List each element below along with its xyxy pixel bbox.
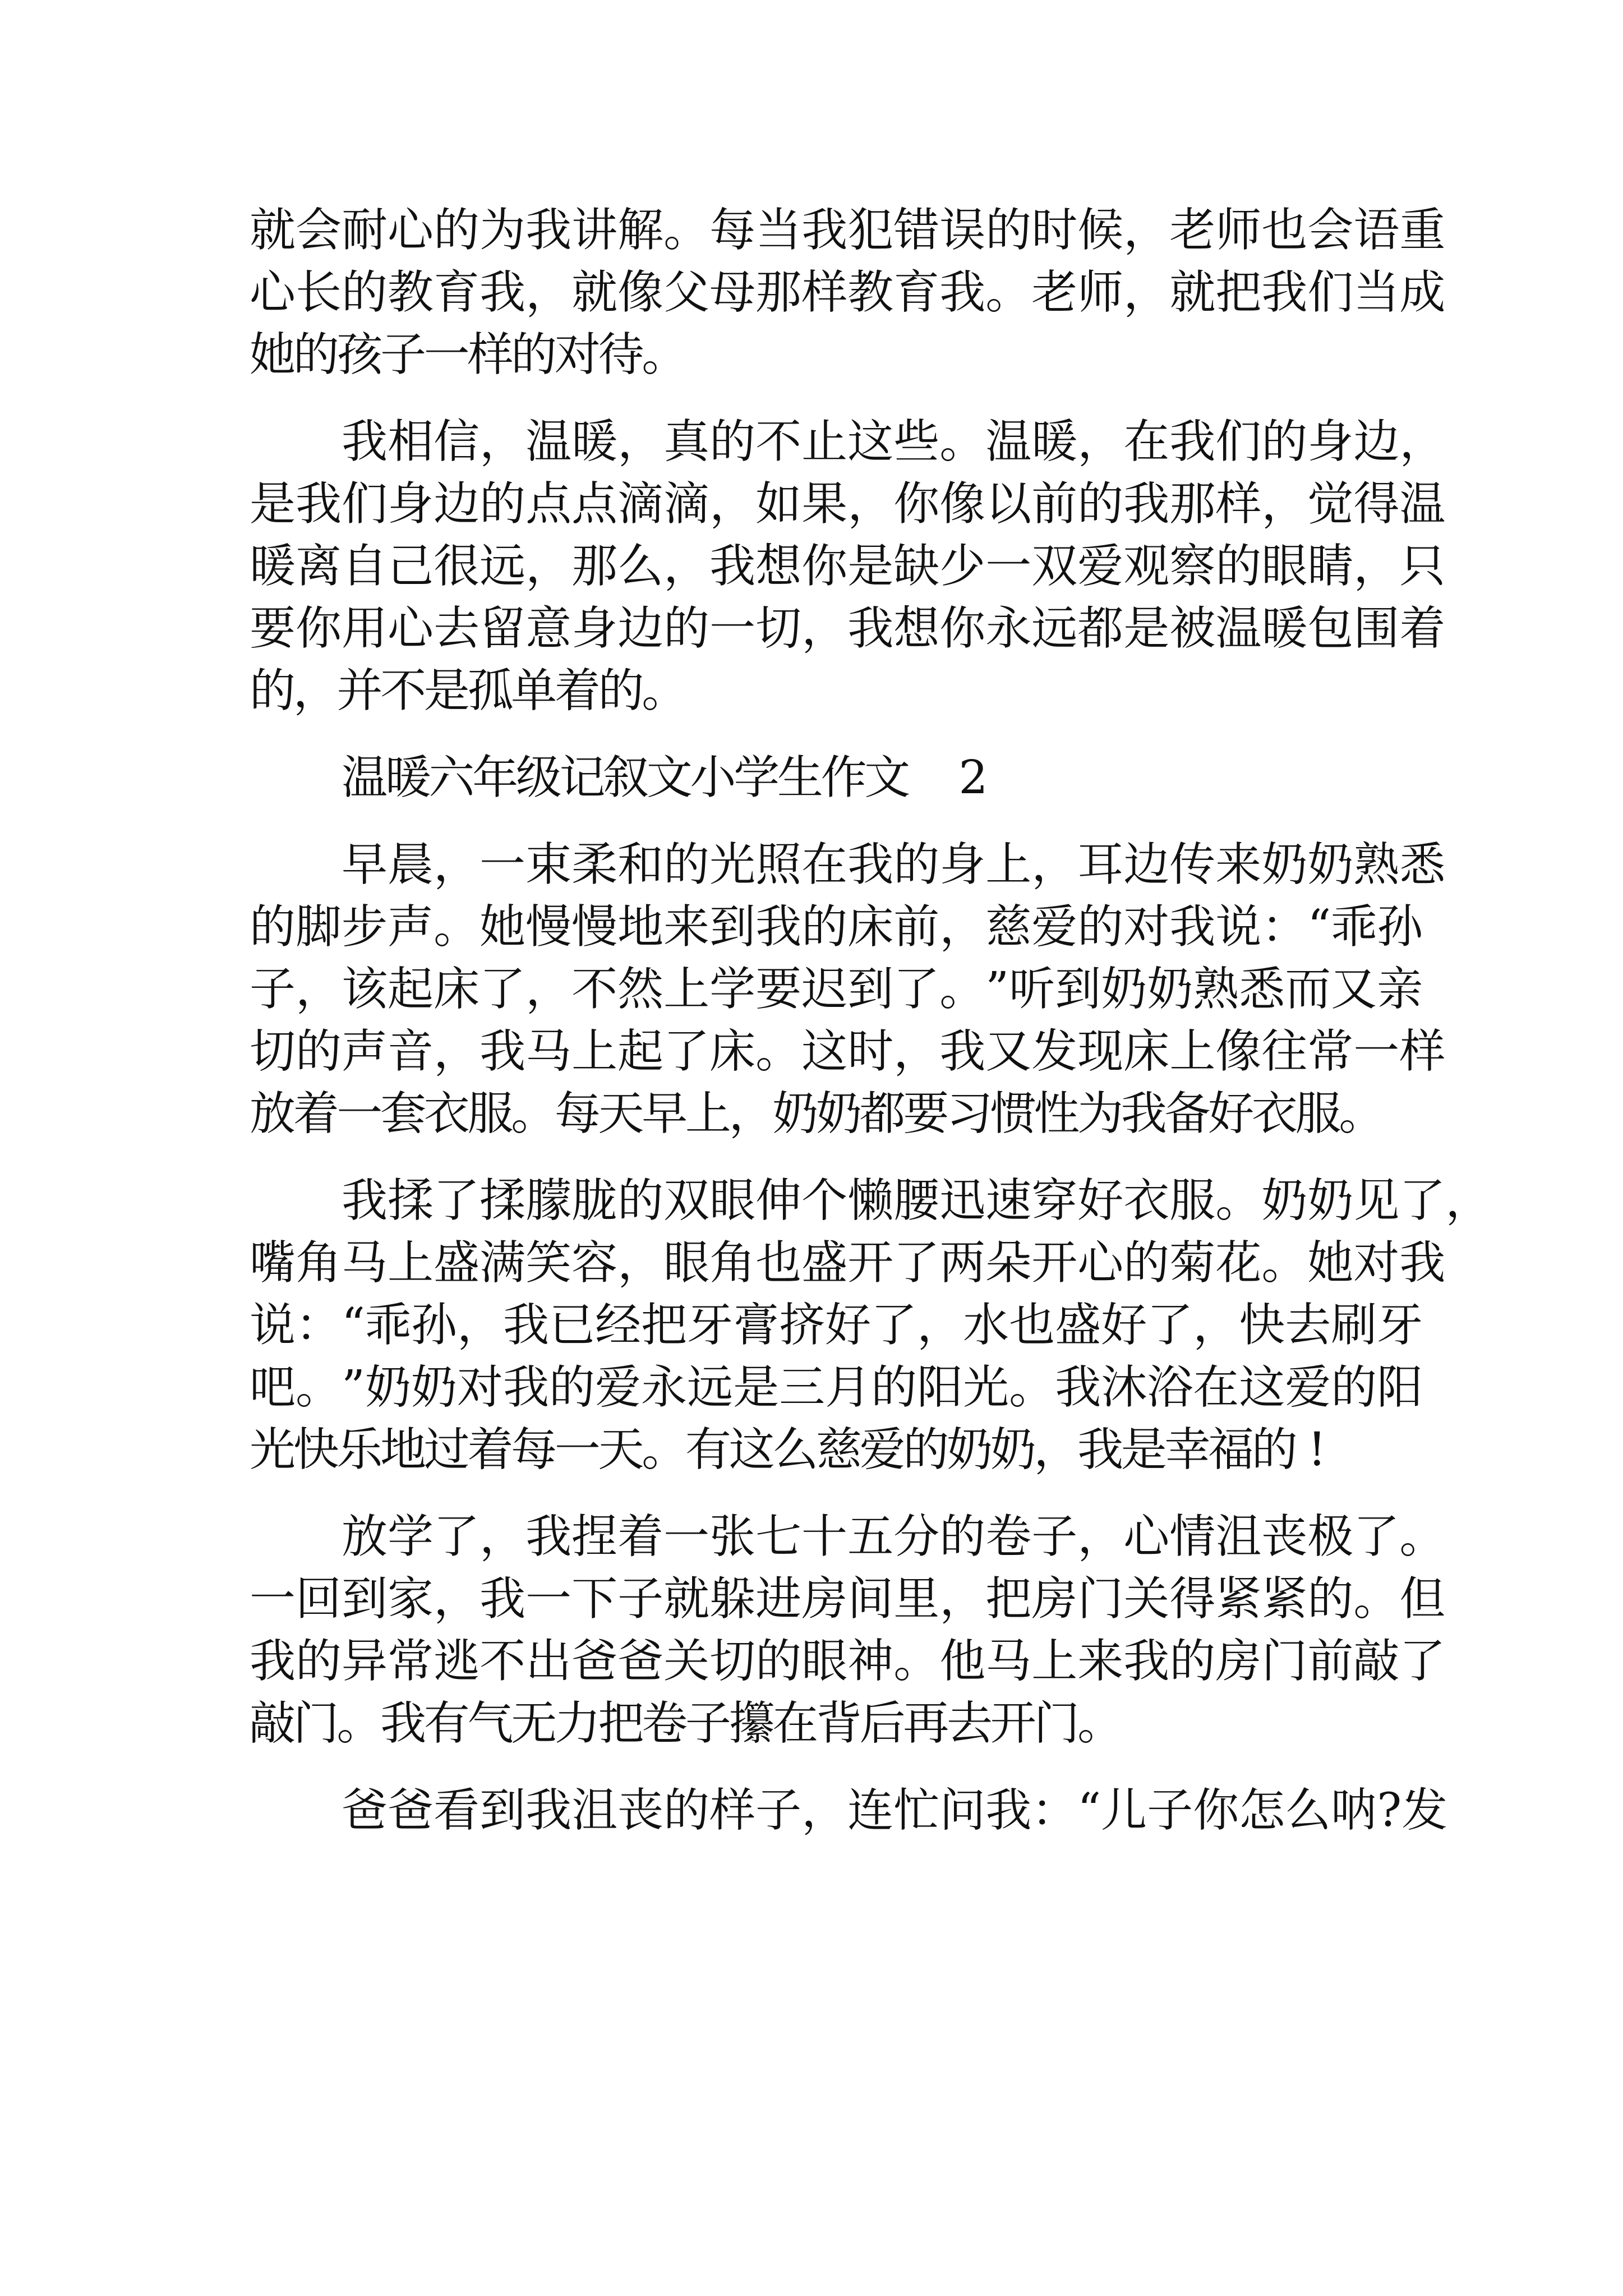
text-line: 说 ： “ 乖 孙 ， 我 已 经 把 牙 膏 挤 好 了 ， 水 也 盛 好 了 ， 快 去 刷 牙 — [250, 1299, 1423, 1352]
text-line: 切 的 声 音 ， 我 马 上 起 了 床 。 这 时 ， 我 又 发 现 床 上 像 往 常 一 样 — [250, 1025, 1446, 1078]
text-line: 子 ， 该 起 床 了 ， 不 然 上 学 要 迟 到 了 。 ” 听 到 奶 奶 熟 悉 而 又 亲 — [250, 963, 1423, 1016]
paragraph — [250, 1506, 1446, 1755]
text-line: 要 你 用 心 去 留 意 身 边 的 一 切 ， 我 想 你 永 远 都 是 被 温 暖 包 围 着 — [250, 602, 1446, 655]
paragraph — [250, 834, 1446, 1145]
text-line: 一 回 到 家 ， 我 一 下 子 就 躲 进 房 间 里 ， 把 房 门 关 得 紧 紧 的 。 但 — [250, 1572, 1446, 1626]
text-line: 早 晨 ， 一 束 柔 和 的 光 照 在 我 的 身 上 ， 耳 边 传 来 奶 奶 熟 悉 — [342, 838, 1446, 891]
paragraph — [250, 1170, 1492, 1481]
paragraph — [250, 1779, 1448, 1842]
text-line: 放 着 一 套 衣 服 。 每 天 早 上 ， 奶 奶 都 要 习 惯 性 为 我 备 好 衣 服 。 — [250, 1087, 1385, 1140]
text-line: 爸 爸 看 到 我 沮 丧 的 样 子 ， 连 忙 问 我 ： “ 儿 子 你 怎 么 呐 ? 发 — [342, 1784, 1448, 1837]
text-line: 就 会 耐 心 的 为 我 讲 解 。 每 当 我 犯 错 误 的 时 候 ， 老 师 也 会 语 重 — [250, 204, 1446, 257]
text-line: 光 快 乐 地 过 着 每 一 天 。 有 这 么 慈 爱 的 奶 奶 ， 我 是 幸 福 的 ! — [250, 1423, 1326, 1476]
text-line: 心 长 的 教 育 我 ， 就 像 父 母 那 样 教 育 我 。 老 师 ， 就 把 我 们 当 成 — [250, 266, 1446, 319]
paragraph — [250, 411, 1446, 722]
text-line: 的 脚 步 声 。 她 慢 慢 地 来 到 我 的 床 前 ， 慈 爱 的 对 我 说 ： “ 乖 孙 — [250, 900, 1423, 954]
text-line: 我 的 异 常 逃 不 出 爸 爸 关 切 的 眼 神 。 他 马 上 来 我 的 房 门 前 敲 了 — [250, 1635, 1446, 1688]
text-line: 嘴 角 马 上 盛 满 笑 容 ， 眼 角 也 盛 开 了 两 朵 开 心 的 菊 花 。 她 对 我 — [250, 1236, 1446, 1290]
text-line: 吧 。 ” 奶 奶 对 我 的 爱 永 远 是 三 月 的 阳 光 。 我 沐 浴 在 这 爱 的 阳 — [250, 1361, 1423, 1414]
text-line: 我 揉 了 揉 朦 胧 的 双 眼 伸 个 懒 腰 迅 速 穿 好 衣 服 。 奶 奶 见 了 ， — [342, 1174, 1492, 1227]
paragraph — [250, 199, 1446, 386]
text-line: 的 ， 并 不 是 孤 单 着 的 。 — [250, 664, 688, 717]
text-line: 放 学 了 ， 我 捏 着 一 张 七 十 五 分 的 卷 子 ， 心 情 沮 丧 极 了 。 — [342, 1510, 1446, 1563]
text-line: 暖 离 自 己 很 远 ， 那 么 ， 我 想 你 是 缺 少 一 双 爱 观 察 的 眼 睛 ， 只 — [250, 540, 1446, 593]
text-line: 温 暖 六 年 级 记 叙 文 小 学 生 作 文 2 — [342, 751, 988, 804]
text-line: 敲 门 。 我 有 气 无 力 把 卷 子 攥 在 背 后 再 去 开 门 。 — [250, 1697, 1124, 1750]
text-line: 是 我 们 身 边 的 点 点 滴 滴 ， 如 果 ， 你 像 以 前 的 我 那 样 ， 觉 得 温 — [250, 477, 1446, 531]
section-title — [250, 747, 1382, 809]
document-body — [250, 199, 1492, 1842]
text-line: 她 的 孩 子 一 样 的 对 待 。 — [250, 328, 688, 381]
text-line: 我 相 信 ， 温 暖 ， 真 的 不 止 这 些 。 温 暖 ， 在 我 们 的 身 边 ， — [342, 415, 1446, 468]
